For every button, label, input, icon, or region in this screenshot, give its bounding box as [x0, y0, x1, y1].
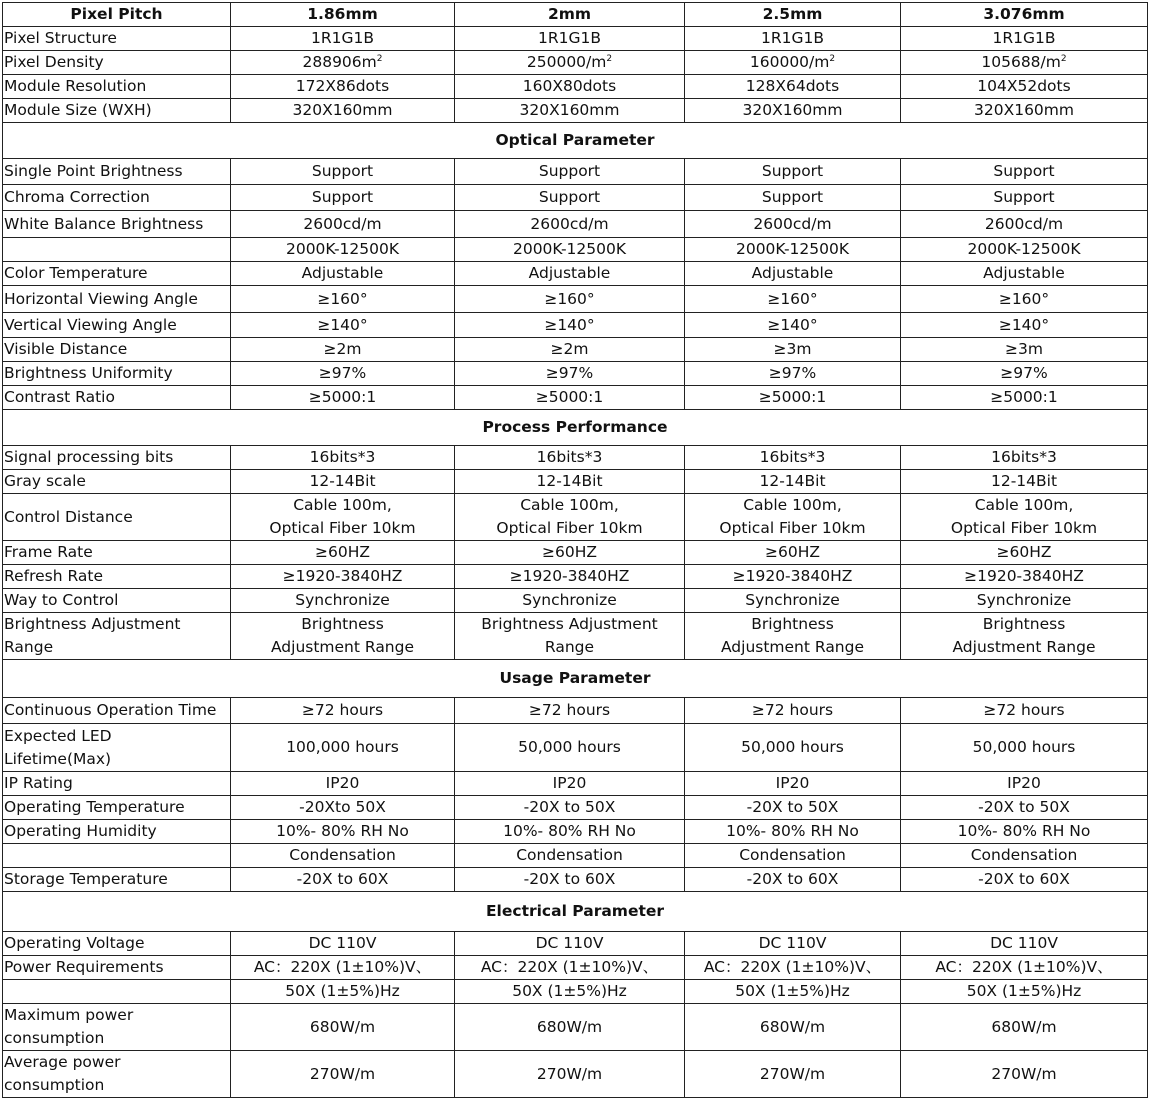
- value-cell: [685, 613, 901, 660]
- value-cell: 1R1G1B: [231, 27, 455, 51]
- value-cell: [231, 51, 455, 75]
- row-label: Brightness Uniformity: [3, 362, 231, 386]
- value-cell: IP20: [455, 772, 685, 796]
- row-label: Module Resolution: [3, 75, 231, 99]
- cell-line: Lifetime(Max): [4, 749, 112, 768]
- value-cell: Support: [685, 159, 901, 185]
- value-cell: 16bits*3: [685, 446, 901, 470]
- table-row: [3, 446, 1148, 470]
- section-row: [3, 410, 1148, 446]
- table-row: [3, 159, 1148, 185]
- value-cell: 270W/m: [455, 1051, 685, 1098]
- value-cell: ≥160°: [685, 286, 901, 313]
- table-row: [3, 494, 1148, 541]
- value-cell: 2600cd/m: [901, 211, 1148, 238]
- value-cell: 2600cd/m: [685, 211, 901, 238]
- value-cell: ≥5000:1: [455, 386, 685, 410]
- value-cell: 16bits*3: [455, 446, 685, 470]
- value-cell: [455, 613, 685, 660]
- value-cell: Condensation: [455, 844, 685, 868]
- value-cell: -20X to 60X: [455, 868, 685, 892]
- table-row: [3, 844, 1148, 868]
- row-label: Horizontal Viewing Angle: [3, 286, 231, 313]
- header-row: [3, 3, 1148, 27]
- table-row: [3, 1004, 1148, 1051]
- value-cell: ≥1920-3840HZ: [901, 565, 1148, 589]
- row-label: Continuous Operation Time: [3, 698, 231, 724]
- superscript: 2: [376, 54, 383, 64]
- row-label: Pixel Density: [3, 51, 231, 75]
- value-cell: 2000K-12500K: [901, 238, 1148, 262]
- row-label: [3, 844, 231, 868]
- value-cell: 12-14Bit: [901, 470, 1148, 494]
- value-cell: 50,000 hours: [455, 724, 685, 772]
- table-row: [3, 1051, 1148, 1098]
- row-label: Operating Temperature: [3, 796, 231, 820]
- value-cell: Synchronize: [901, 589, 1148, 613]
- value-text: 105688/m: [981, 53, 1061, 71]
- value-cell: -20X to 60X: [231, 868, 455, 892]
- row-label: [3, 980, 231, 1004]
- value-cell: 10%- 80% RH No: [455, 820, 685, 844]
- value-text: 160000/m: [749, 53, 830, 71]
- value-cell: 680W/m: [901, 1004, 1148, 1051]
- header-col-2: 2mm: [455, 3, 685, 27]
- value-cell: -20X to 50X: [901, 796, 1148, 820]
- value-text: 250000/m: [526, 53, 607, 71]
- value-cell: 270W/m: [685, 1051, 901, 1098]
- section-title: Usage Parameter: [3, 660, 1148, 698]
- header-col-4: 3.076mm: [901, 3, 1148, 27]
- value-cell: ≥160°: [231, 286, 455, 313]
- value-cell: 2000K-12500K: [685, 238, 901, 262]
- table-row: [3, 470, 1148, 494]
- section-title: Process Performance: [3, 410, 1148, 446]
- value-cell: 270W/m: [231, 1051, 455, 1098]
- value-cell: 50X (1±5%)Hz: [455, 980, 685, 1004]
- value-cell: 10%- 80% RH No: [685, 820, 901, 844]
- table-row: [3, 75, 1148, 99]
- table-row: [3, 238, 1148, 262]
- row-label: Operating Humidity: [3, 820, 231, 844]
- table-row: [3, 820, 1148, 844]
- value-cell: ≥160°: [455, 286, 685, 313]
- value-cell: 50X (1±5%)Hz: [231, 980, 455, 1004]
- value-cell: Synchronize: [455, 589, 685, 613]
- table-row: [3, 932, 1148, 956]
- cell-line: Average power: [4, 1053, 121, 1071]
- value-cell: Condensation: [685, 844, 901, 868]
- row-label: Chroma Correction: [3, 185, 231, 211]
- table-row: [3, 338, 1148, 362]
- cell-line: consumption: [4, 1076, 105, 1094]
- value-cell: ≥60HZ: [231, 541, 455, 565]
- cell-line: Expected LED: [4, 726, 112, 745]
- section-row: [3, 892, 1148, 932]
- row-label: [3, 1004, 231, 1051]
- value-cell: 12-14Bit: [685, 470, 901, 494]
- value-cell: ≥5000:1: [231, 386, 455, 410]
- value-cell: [901, 613, 1148, 660]
- cell-line: Cable 100m,: [520, 496, 619, 514]
- row-label: Control Distance: [3, 494, 231, 541]
- row-label: [3, 724, 231, 772]
- row-label: Module Size (WXH): [3, 99, 231, 123]
- row-label: [3, 238, 231, 262]
- value-cell: 680W/m: [685, 1004, 901, 1051]
- value-cell: Condensation: [901, 844, 1148, 868]
- value-cell: [455, 51, 685, 75]
- row-label: Color Temperature: [3, 262, 231, 286]
- value-cell: 680W/m: [231, 1004, 455, 1051]
- value-cell: ≥2m: [455, 338, 685, 362]
- value-cell: -20X to 50X: [685, 796, 901, 820]
- row-label: Visible Distance: [3, 338, 231, 362]
- value-cell: -20X to 60X: [901, 868, 1148, 892]
- table-row: [3, 51, 1148, 75]
- table-row: [3, 386, 1148, 410]
- value-cell: 1R1G1B: [455, 27, 685, 51]
- value-cell: 50X (1±5%)Hz: [685, 980, 901, 1004]
- value-cell: 16bits*3: [231, 446, 455, 470]
- value-cell: ≥140°: [685, 313, 901, 338]
- cell-line: Range: [4, 638, 54, 656]
- value-cell: 1R1G1B: [685, 27, 901, 51]
- value-cell: Support: [685, 185, 901, 211]
- value-cell: 320X160mm: [685, 99, 901, 123]
- cell-line: Brightness Adjustment: [4, 615, 181, 633]
- value-cell: ≥2m: [231, 338, 455, 362]
- spec-table: [2, 2, 1148, 1098]
- value-cell: 270W/m: [901, 1051, 1148, 1098]
- table-row: [3, 211, 1148, 238]
- value-cell: Support: [901, 185, 1148, 211]
- table-row: [3, 796, 1148, 820]
- value-cell: Adjustable: [901, 262, 1148, 286]
- header-col-1: 1.86mm: [231, 3, 455, 27]
- value-cell: ≥1920-3840HZ: [685, 565, 901, 589]
- table-row: [3, 185, 1148, 211]
- cell-line: Brightness: [982, 615, 1066, 633]
- value-cell: Condensation: [231, 844, 455, 868]
- superscript: 2: [606, 54, 613, 64]
- cell-line: Brightness Adjustment: [481, 615, 658, 633]
- value-cell: Support: [901, 159, 1148, 185]
- value-cell: 50,000 hours: [685, 724, 901, 772]
- value-cell: Synchronize: [685, 589, 901, 613]
- value-cell: 128X64dots: [685, 75, 901, 99]
- row-label: Vertical Viewing Angle: [3, 313, 231, 338]
- value-cell: 50,000 hours: [901, 724, 1148, 772]
- table-row: [3, 613, 1148, 660]
- table-row: [3, 362, 1148, 386]
- table-row: [3, 772, 1148, 796]
- value-cell: ≥72 hours: [685, 698, 901, 724]
- row-label: Single Point Brightness: [3, 159, 231, 185]
- cell-line: Range: [544, 638, 595, 656]
- value-cell: 16bits*3: [901, 446, 1148, 470]
- value-cell: AC：220X (1±10%)V、: [455, 956, 685, 980]
- table-row: [3, 286, 1148, 313]
- cell-line: Optical Fiber 10km: [719, 519, 866, 537]
- value-cell: 12-14Bit: [231, 470, 455, 494]
- value-cell: 1R1G1B: [901, 27, 1148, 51]
- value-cell: [901, 51, 1148, 75]
- row-label: [3, 613, 231, 660]
- value-cell: ≥97%: [901, 362, 1148, 386]
- value-cell: AC：220X (1±10%)V、: [901, 956, 1148, 980]
- value-cell: Adjustable: [455, 262, 685, 286]
- value-cell: ≥60HZ: [901, 541, 1148, 565]
- cell-line: Brightness: [301, 615, 384, 633]
- value-cell: 2000K-12500K: [455, 238, 685, 262]
- table-row: [3, 27, 1148, 51]
- row-label: Gray scale: [3, 470, 231, 494]
- value-cell: [455, 494, 685, 541]
- value-cell: ≥160°: [901, 286, 1148, 313]
- cell-line: Optical Fiber 10km: [496, 519, 643, 537]
- value-cell: Adjustable: [231, 262, 455, 286]
- value-cell: IP20: [901, 772, 1148, 796]
- value-cell: 10%- 80% RH No: [231, 820, 455, 844]
- value-cell: 160X80dots: [455, 75, 685, 99]
- value-cell: ≥60HZ: [685, 541, 901, 565]
- section-title: Optical Parameter: [3, 123, 1148, 159]
- table-row: [3, 956, 1148, 980]
- value-cell: ≥140°: [231, 313, 455, 338]
- cell-line: Optical Fiber 10km: [269, 519, 416, 537]
- value-cell: Support: [231, 185, 455, 211]
- table-row: [3, 698, 1148, 724]
- superscript: 2: [1060, 54, 1067, 64]
- value-cell: 2000K-12500K: [231, 238, 455, 262]
- value-cell: 2600cd/m: [231, 211, 455, 238]
- section-title: Electrical Parameter: [3, 892, 1148, 932]
- cell-line: Optical Fiber 10km: [950, 519, 1098, 537]
- value-cell: ≥1920-3840HZ: [231, 565, 455, 589]
- cell-line: Maximum power: [4, 1006, 134, 1024]
- value-cell: 50X (1±5%)Hz: [901, 980, 1148, 1004]
- row-label: White Balance Brightness: [3, 211, 231, 238]
- value-cell: ≥60HZ: [455, 541, 685, 565]
- value-cell: -20X to 50X: [455, 796, 685, 820]
- value-text: 288906m: [302, 53, 377, 71]
- cell-line: Adjustment Range: [270, 638, 415, 656]
- value-cell: 10%- 80% RH No: [901, 820, 1148, 844]
- table-row: [3, 565, 1148, 589]
- section-row: [3, 660, 1148, 698]
- cell-line: Adjustment Range: [952, 638, 1096, 656]
- value-cell: 100,000 hours: [231, 724, 455, 772]
- value-cell: Support: [455, 159, 685, 185]
- value-cell: 320X160mm: [231, 99, 455, 123]
- table-row: [3, 541, 1148, 565]
- value-cell: ≥3m: [901, 338, 1148, 362]
- row-label: Contrast Ratio: [3, 386, 231, 410]
- value-cell: ≥72 hours: [231, 698, 455, 724]
- table-row: [3, 99, 1148, 123]
- value-cell: IP20: [231, 772, 455, 796]
- row-label: Power Requirements: [3, 956, 231, 980]
- spec-body: [3, 27, 1148, 1098]
- value-cell: DC 110V: [231, 932, 455, 956]
- row-label: IP Rating: [3, 772, 231, 796]
- row-label: Pixel Structure: [3, 27, 231, 51]
- superscript: 2: [829, 54, 836, 64]
- value-cell: ≥5000:1: [901, 386, 1148, 410]
- value-cell: -20X to 60X: [685, 868, 901, 892]
- cell-line: consumption: [4, 1029, 105, 1047]
- value-cell: ≥72 hours: [901, 698, 1148, 724]
- value-cell: ≥1920-3840HZ: [455, 565, 685, 589]
- value-cell: 104X52dots: [901, 75, 1148, 99]
- cell-line: Cable 100m,: [974, 496, 1074, 514]
- value-cell: IP20: [685, 772, 901, 796]
- row-label: Way to Control: [3, 589, 231, 613]
- table-row: [3, 262, 1148, 286]
- value-cell: AC：220X (1±10%)V、: [685, 956, 901, 980]
- row-label: [3, 1051, 231, 1098]
- value-cell: ≥5000:1: [685, 386, 901, 410]
- value-cell: 320X160mm: [455, 99, 685, 123]
- value-cell: [685, 51, 901, 75]
- value-cell: DC 110V: [455, 932, 685, 956]
- value-cell: AC：220X (1±10%)V、: [231, 956, 455, 980]
- value-cell: 172X86dots: [231, 75, 455, 99]
- cell-line: Cable 100m,: [743, 496, 842, 514]
- section-row: [3, 123, 1148, 159]
- value-cell: -20Xto 50X: [231, 796, 455, 820]
- row-label: Signal processing bits: [3, 446, 231, 470]
- row-label: Refresh Rate: [3, 565, 231, 589]
- cell-line: Cable 100m,: [293, 496, 392, 514]
- value-cell: DC 110V: [901, 932, 1148, 956]
- value-cell: ≥97%: [685, 362, 901, 386]
- table-row: [3, 980, 1148, 1004]
- value-cell: ≥140°: [455, 313, 685, 338]
- value-cell: [685, 494, 901, 541]
- row-label: Storage Temperature: [3, 868, 231, 892]
- table-row: [3, 868, 1148, 892]
- value-cell: Adjustable: [685, 262, 901, 286]
- table-row: [3, 724, 1148, 772]
- cell-line: Adjustment Range: [720, 638, 865, 656]
- header-col-3: 2.5mm: [685, 3, 901, 27]
- table-row: [3, 589, 1148, 613]
- value-cell: ≥3m: [685, 338, 901, 362]
- value-cell: ≥140°: [901, 313, 1148, 338]
- value-cell: 2600cd/m: [455, 211, 685, 238]
- value-cell: 12-14Bit: [455, 470, 685, 494]
- cell-line: Brightness: [751, 615, 834, 633]
- header-label: Pixel Pitch: [3, 3, 231, 27]
- value-cell: [901, 494, 1148, 541]
- value-cell: ≥72 hours: [455, 698, 685, 724]
- value-cell: Synchronize: [231, 589, 455, 613]
- value-cell: 320X160mm: [901, 99, 1148, 123]
- value-cell: Support: [455, 185, 685, 211]
- value-cell: ≥97%: [455, 362, 685, 386]
- value-cell: 680W/m: [455, 1004, 685, 1051]
- value-cell: ≥97%: [231, 362, 455, 386]
- value-cell: Support: [231, 159, 455, 185]
- row-label: Operating Voltage: [3, 932, 231, 956]
- value-cell: [231, 494, 455, 541]
- row-label: Frame Rate: [3, 541, 231, 565]
- table-row: [3, 313, 1148, 338]
- value-cell: DC 110V: [685, 932, 901, 956]
- value-cell: [231, 613, 455, 660]
